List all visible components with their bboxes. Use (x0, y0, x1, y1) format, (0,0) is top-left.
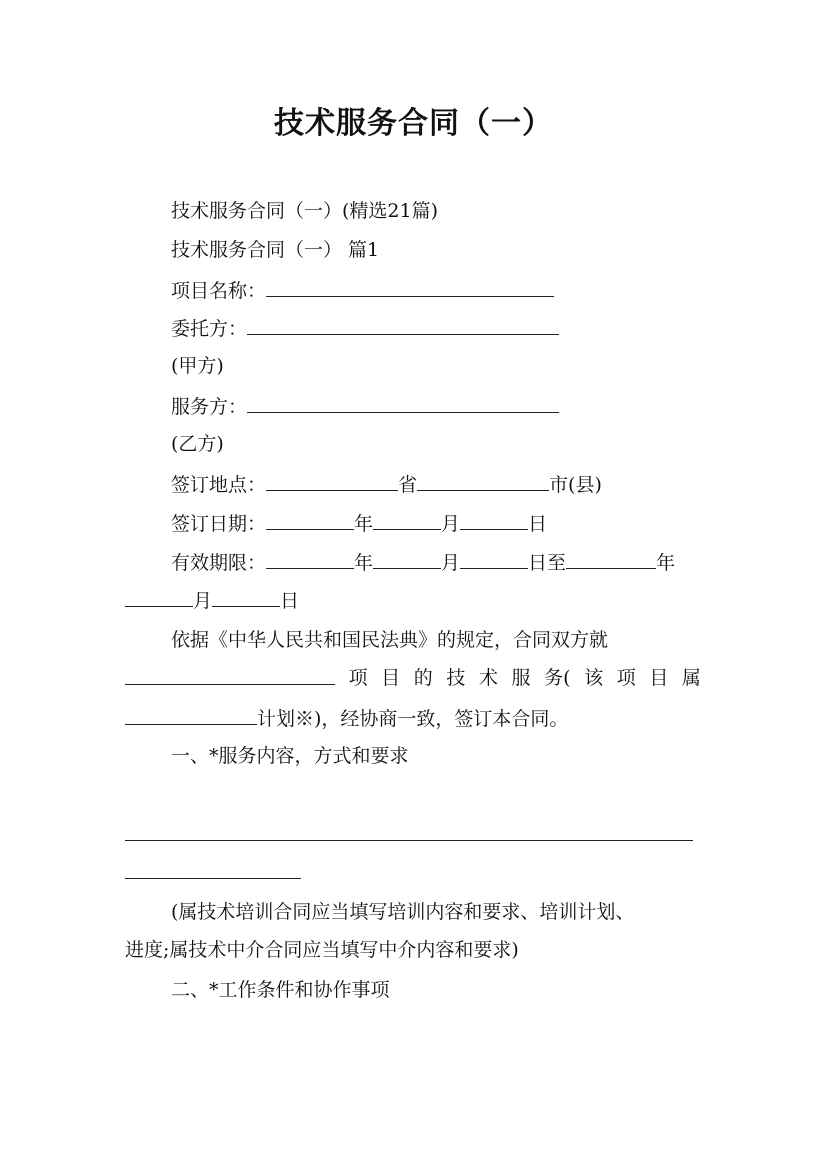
province-label: 省 (398, 474, 418, 496)
preamble-tail: 计划※)，经协商一致，签订本合同。 (257, 708, 569, 730)
validity-to-label: 日至 (528, 552, 567, 574)
section-1-note-1: (属技术培训合同应当填写培训内容和要求、培训计划、 (171, 901, 635, 923)
provider-label: 服务方： (171, 396, 248, 418)
validity-day-blank (460, 550, 528, 569)
preamble-line-3 (125, 706, 568, 731)
preamble-word: 的 (413, 667, 433, 689)
service-content-blank-2 (125, 860, 301, 879)
section-2-heading: 二、*工作条件和协作事项 (171, 979, 390, 1001)
month-label: 月 (441, 513, 461, 535)
validity-month-label: 月 (441, 552, 461, 574)
project-name-blank (266, 278, 554, 297)
provider-blank (247, 394, 559, 413)
validity-row-cont (125, 588, 299, 613)
party-b-label: (乙方) (171, 433, 224, 455)
preamble-word: 目 (649, 667, 669, 689)
validity-label: 有效期限： (171, 552, 267, 574)
province-blank (266, 472, 398, 491)
validity-month-blank (373, 550, 441, 569)
plan-blank (125, 706, 257, 725)
preamble-word: 目 (381, 667, 401, 689)
validity-end-month-blank (125, 588, 193, 607)
month-blank (373, 511, 441, 530)
preamble-word: 务( (544, 667, 571, 689)
validity-end-day-blank (212, 588, 280, 607)
date-label: 签订日期： (171, 513, 267, 535)
project-name-label: 项目名称： (171, 280, 267, 302)
section-1-blank-line-2 (125, 860, 301, 885)
client-blank (247, 316, 559, 335)
service-content-blank (125, 822, 693, 841)
validity-row (171, 550, 675, 575)
date-row (171, 511, 547, 536)
project-blank (125, 666, 335, 685)
section-1-note-2: 进度;属技术中介合同应当填写中介内容和要求) (125, 939, 519, 961)
article-heading: 技术服务合同（一） 篇1 (171, 239, 380, 261)
preamble-word: 该 (584, 667, 604, 689)
preamble-word: 服 (511, 667, 531, 689)
validity-end-month-label: 月 (193, 590, 213, 612)
subtitle: 技术服务合同（一）(精选21篇) (171, 200, 439, 222)
validity-year-blank (266, 550, 354, 569)
validity-end-year-blank (566, 550, 656, 569)
party-a-label: (甲方) (171, 355, 224, 377)
section-1-heading: 一、*服务内容，方式和要求 (171, 745, 409, 767)
client-label: 委托方： (171, 318, 248, 340)
client-row (171, 316, 559, 341)
provider-row (171, 394, 559, 419)
project-name-row (171, 278, 554, 303)
preamble-word: 技 (446, 667, 466, 689)
preamble-word: 术 (478, 667, 498, 689)
city-label: 市(县) (549, 474, 602, 496)
validity-end-year-label: 年 (656, 552, 676, 574)
section-1-blank-line (125, 822, 693, 847)
place-label: 签订地点： (171, 474, 267, 496)
day-label: 日 (528, 513, 548, 535)
preamble-word: 项 (348, 667, 368, 689)
validity-year-label: 年 (354, 552, 374, 574)
document-title: 技术服务合同（一） (274, 106, 553, 141)
validity-end-day-label: 日 (280, 590, 300, 612)
year-blank (266, 511, 354, 530)
preamble-word: 项 (616, 667, 636, 689)
day-blank (460, 511, 528, 530)
place-row (171, 472, 602, 497)
preamble-line-1: 依据《中华人民共和国民法典》的规定，合同双方就 (171, 629, 609, 651)
preamble-line-2 (125, 666, 701, 690)
city-blank (417, 472, 549, 491)
year-label: 年 (354, 513, 374, 535)
preamble-word: 属 (681, 667, 701, 689)
